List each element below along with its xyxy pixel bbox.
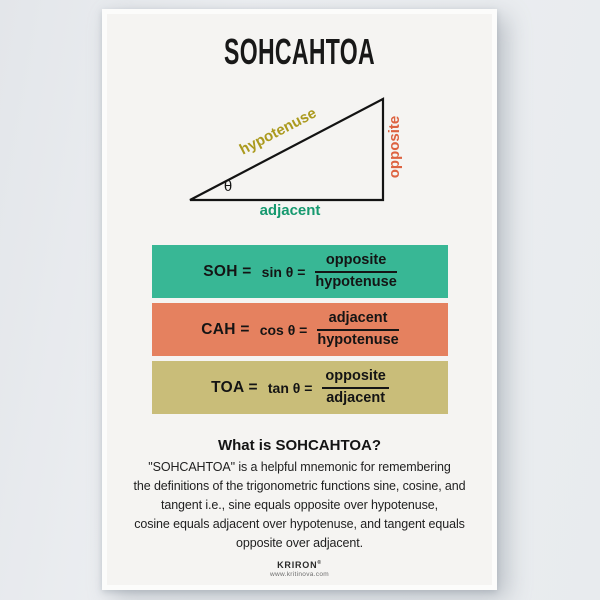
- mnemonic-label: CAH =: [201, 320, 250, 338]
- about-line: "SOHCAHTOA" is a helpful mnemonic for remembering: [148, 460, 451, 474]
- brand: [107, 560, 492, 578]
- fraction-denominator: hypotenuse: [315, 273, 397, 290]
- about-line: the definitions of the trigonometric functions sine, cosine, and: [133, 479, 466, 493]
- mnemonic-label: TOA =: [211, 378, 258, 396]
- function-label: cos θ =: [259, 321, 308, 338]
- about-line: opposite over adjacent.: [236, 536, 363, 550]
- formula-row: [152, 303, 448, 356]
- about-section: [107, 458, 492, 553]
- about-heading: What is SOHCAHTOA?: [217, 437, 382, 454]
- function-label: sin θ =: [261, 263, 306, 280]
- function-label: tan θ =: [267, 379, 313, 396]
- brand-website: www.kritinova.com: [270, 571, 329, 578]
- formula-row: [152, 361, 448, 414]
- theta-symbol: θ: [223, 178, 233, 195]
- poster-title: SOHCAHTOA: [224, 31, 375, 72]
- about-line: cosine equals adjacent over hypotenuse, and tangent equals: [134, 517, 465, 531]
- fraction: [322, 369, 388, 407]
- hypotenuse-label: hypotenuse: [236, 104, 320, 159]
- poster: [102, 9, 497, 590]
- formula-box-toa: [152, 361, 448, 414]
- formula-box-soh: [152, 245, 448, 298]
- brand-name: [107, 560, 492, 570]
- registered-trademark-icon: ®: [317, 560, 322, 566]
- triangle-diagram: [150, 90, 470, 230]
- fraction-denominator: adjacent: [326, 389, 386, 406]
- fraction-numerator: adjacent: [317, 311, 398, 331]
- fraction: [317, 311, 398, 349]
- mnemonic-label: SOH =: [203, 262, 252, 280]
- fraction-numerator: opposite: [315, 253, 396, 273]
- formula-box-cah: [152, 303, 448, 356]
- opposite-label: opposite: [386, 115, 403, 179]
- adjacent-label: adjacent: [259, 202, 321, 219]
- formula-boxes: [152, 245, 448, 419]
- fraction-numerator: opposite: [322, 369, 388, 389]
- fraction: [315, 253, 396, 291]
- brand-name-text: KRIRON: [277, 560, 318, 570]
- formula-row: [152, 245, 448, 298]
- right-triangle-shape: [190, 99, 383, 200]
- about-line: tangent i.e., sine equals opposite over hypotenuse,: [160, 498, 439, 512]
- fraction-denominator: hypotenuse: [317, 331, 399, 348]
